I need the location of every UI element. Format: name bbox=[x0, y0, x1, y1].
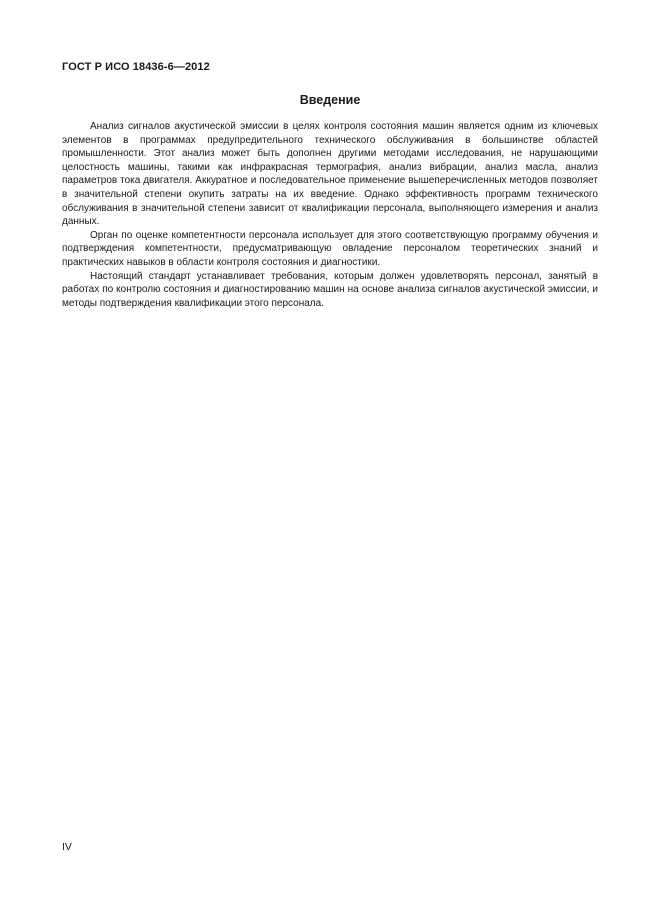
paragraph: Орган по оценке компетентности персонала использует для этого соответствующую программу обучения и подтверждения компетентности, предусматривающую овладение персоналом теоретических знаний и практических навыков в области контроля состояния и диагностики. bbox=[62, 229, 598, 268]
page-number: IV bbox=[62, 841, 72, 853]
paragraph: Настоящий стандарт устанавливает требования, которым должен удовлетворять персонал, занятый в работах по контролю состояния и диагностированию машин на основе анализа сигналов акустической эмиссии, и методы подтверждения квалификации этого персонала. bbox=[62, 270, 598, 309]
document-header-standard-id: ГОСТ Р ИСО 18436-6—2012 bbox=[62, 61, 210, 73]
paragraph: Анализ сигналов акустической эмиссии в целях контроля состояния машин является одним из ключевых элементов в программах предупредительного технического обслуживания в большинстве областей промышленности. Этот анализ может быть дополнен другими методами исследования, не нарушающими целостность машины, такими как инфракрасная термография, анализ вибрации, анализ масла, анализ параметров тока двигателя. Аккуратное и последовательное применение вышеперечисленных методов позволяет в значительной степени окупить затраты на их введение. Однако эффективность программ технического обслуживания в значительной степени зависит от квалификации персонала, выполняющего измерения и анализ данных. bbox=[62, 121, 598, 228]
introduction-body bbox=[62, 120, 598, 310]
section-title: Введение bbox=[299, 93, 361, 107]
